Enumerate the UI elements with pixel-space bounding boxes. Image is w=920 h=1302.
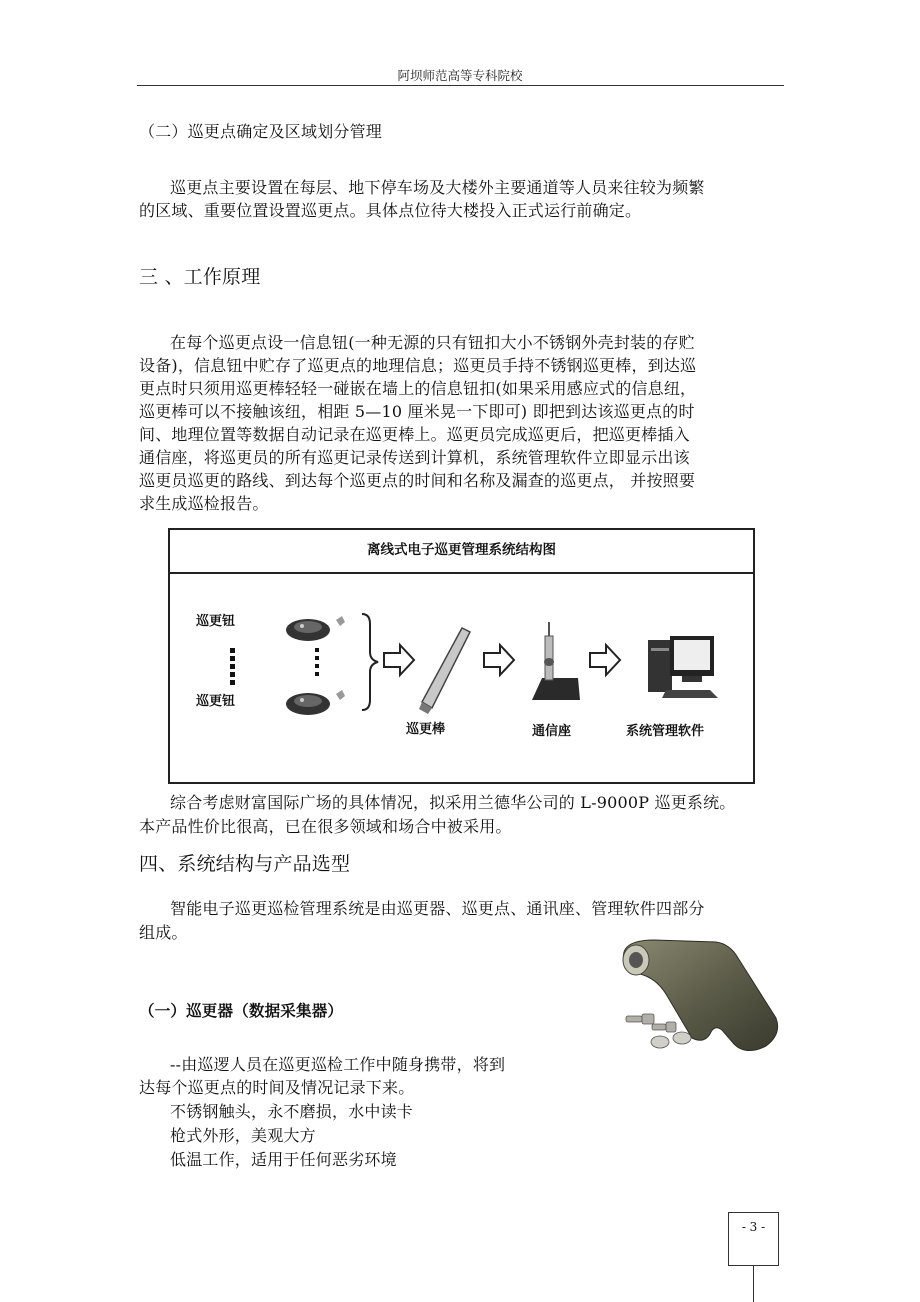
section-heading-system-structure: 四、系统结构与产品选型 [139, 853, 351, 875]
paragraph-line: 通信座，将巡更员的所有巡更记录传送到计算机，系统管理软件立即显示出该 [139, 448, 690, 467]
brace-icon [362, 614, 378, 710]
label-patrol-button-top: 巡更钮 [196, 614, 236, 629]
paragraph-line: --由巡逻人员在巡更巡检工作中随身携带，将到 [170, 1055, 506, 1074]
label-patrol-wand: 巡更棒 [406, 722, 446, 737]
paragraph-line: 综合考虑财富国际广场的具体情况，拟采用兰德华公司的 L-9000P 巡更系统。 [170, 793, 736, 812]
dotted-connector-icon [315, 648, 319, 676]
paragraph-line: 智能电子巡更巡检管理系统是由巡更器、巡更点、通讯座、管理软件四部分 [170, 899, 705, 918]
feature-line: 低温工作，适用于任何恶劣环境 [170, 1150, 397, 1169]
patrol-button-icon [286, 616, 345, 641]
arrow-right-icon [484, 645, 514, 675]
patrol-button-icon [673, 1032, 691, 1044]
patrol-wand-icon [419, 628, 470, 714]
screw-icon [652, 1022, 676, 1032]
page-number: - 3 - [741, 1220, 766, 1234]
diagram-title: 离线式电子巡更管理系统结构图 [367, 542, 556, 558]
feature-line: 枪式外形，美观大方 [170, 1126, 316, 1145]
paragraph-line: 巡更点主要设置在每层、地下停车场及大楼外主要通道等人员来往较为频繁 [170, 178, 705, 197]
diagram-graphics [170, 530, 753, 782]
dotted-connector-icon [230, 648, 235, 685]
label-management-software: 系统管理软件 [626, 724, 705, 739]
paragraph-line: 更点时只须用巡更棒轻轻一碰嵌在墙上的信息钮扣(如果采用感应式的信息纽， [139, 379, 697, 398]
label-comm-dock: 通信座 [532, 724, 572, 739]
header-rule [137, 85, 784, 86]
arrow-right-icon [590, 645, 620, 675]
arrow-right-icon [384, 645, 414, 675]
page-number-tail-line [753, 1266, 754, 1302]
patrol-device-photo [606, 934, 782, 1060]
section-heading-working-principle: 三 、工作原理 [139, 266, 261, 288]
label-patrol-button-bottom: 巡更钮 [196, 694, 236, 709]
computer-icon [648, 636, 718, 698]
paragraph-line: 的区域、重要位置设置巡更点。具体点位待大楼投入正式运行前确定。 [139, 201, 642, 220]
paragraph-line: 本产品性价比很高，已在很多领域和场合中被采用。 [139, 817, 512, 836]
subsection-heading-patrol-points: （二）巡更点确定及区域划分管理 [139, 122, 383, 141]
patrol-button-icon [286, 690, 345, 715]
paragraph-line: 巡更棒可以不接触该纽，相距 5—10 厘米晃一下即可) 即把到达该巡更点的时 [139, 402, 695, 421]
paragraph-line: 巡更员巡更的路线、到达每个巡更点的时间和名称及漏查的巡更点， 并按照要 [139, 471, 696, 490]
page-number-box [728, 1212, 779, 1266]
paragraph-line: 组成。 [139, 923, 188, 942]
screw-icon [626, 1014, 654, 1024]
paragraph-line: 间、地理位置等数据自动记录在巡更棒上。巡更员完成巡更后，把巡更棒插入 [139, 425, 690, 444]
paragraph-line: 达每个巡更点的时间及情况记录下来。 [139, 1078, 415, 1097]
paragraph-line: 在每个巡更点设一信息钮(一种无源的只有钮扣大小不锈钢外壳封装的存贮 [170, 333, 695, 352]
comm-dock-icon [532, 622, 580, 700]
feature-line: 不锈钢触头，永不磨损，水中读卡 [170, 1102, 414, 1121]
patrol-button-icon [651, 1036, 669, 1048]
paragraph-line: 设备)，信息钮中贮存了巡更点的地理信息；巡更员手持不锈钢巡更棒，到达巡 [139, 356, 697, 375]
paragraph-line: 求生成巡检报告。 [139, 494, 269, 513]
system-structure-diagram [168, 528, 755, 784]
subsection-heading-patrol-device: （一）巡更器（数据采集器） [139, 1002, 344, 1020]
page-header-title: 阿坝师范高等专科院校 [397, 68, 523, 83]
